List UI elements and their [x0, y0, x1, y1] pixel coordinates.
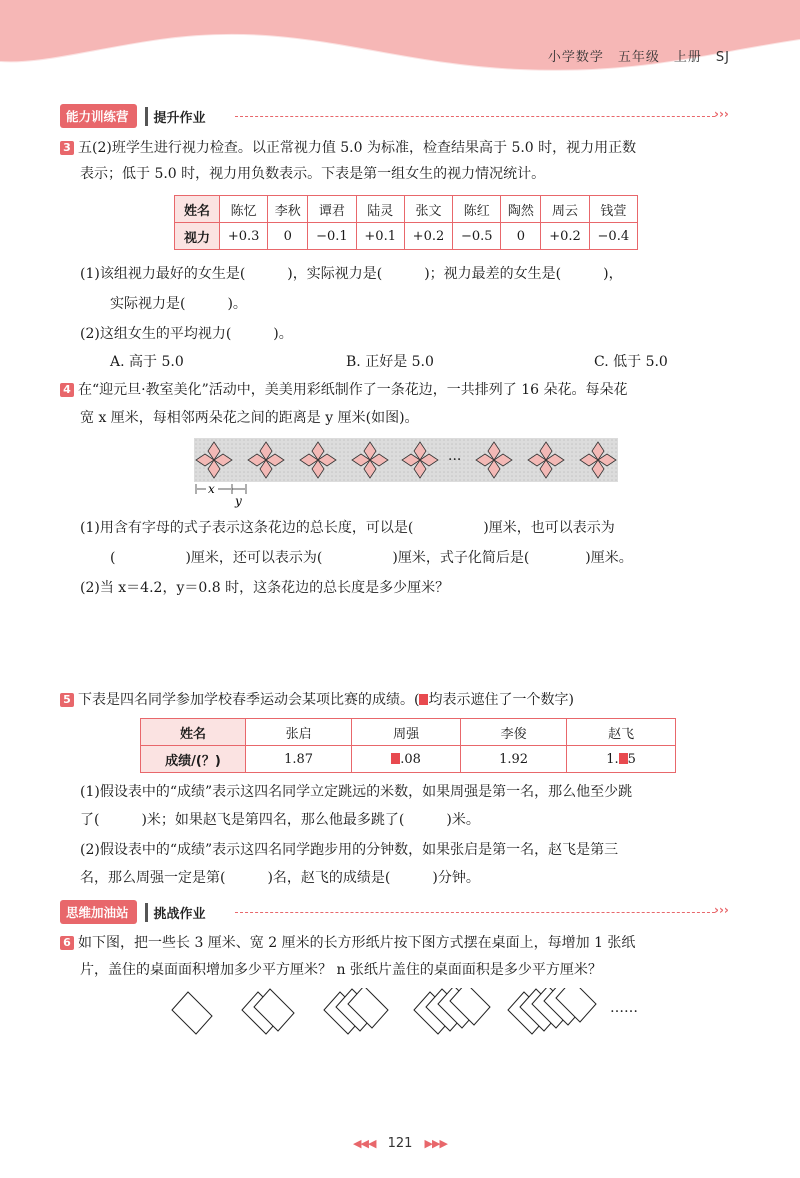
q3-part2: (2)这组女生的平均视力( )。 [80, 326, 293, 342]
section-subtitle: 提升作业 [145, 107, 206, 126]
q3-part1-line2: 实际视力是( )。 [110, 296, 247, 312]
vision-table [174, 195, 638, 250]
flower-strip-figure [194, 438, 618, 508]
sequence-ellipsis: …… [610, 1000, 638, 1016]
q4-line-2: 宽 x 厘米，每相邻两朵花之间的距离是 y 厘米(如图)。 [80, 410, 419, 426]
q3-line-2: 表示；低于 5.0 时，视力用负数表示。下表是第一组女生的视力情况统计。 [80, 166, 546, 182]
triangle-right-icon: ▶▶▶ [424, 1137, 447, 1150]
page-footer [0, 1136, 800, 1151]
score-table [140, 718, 676, 773]
q6-line-2: 片，盖住的桌面面积增加多少平方厘米？ n 张纸片盖住的桌面面积是多少平方厘米？ [80, 962, 602, 978]
option-c: C. 低于 5.0 [594, 354, 668, 370]
table-row: 成绩/(？) 1.87 .08 1.92 1. 5 [141, 746, 676, 773]
q5-intro: 5 下表是四名同学参加学校春季运动会某项比赛的成绩。( 均表示遮住了一个数字) [60, 690, 574, 710]
question-number: 6 [60, 936, 74, 950]
option-a: A. 高于 5.0 [110, 354, 184, 370]
header-volume: 上册 [673, 50, 702, 65]
section-tag: 思维加油站 [60, 900, 137, 924]
masked-score: .08 [352, 746, 461, 773]
header-edition: SJ [715, 50, 730, 65]
q4-part1-line2: ( )厘米，还可以表示为( )厘米，式子化简后是( )厘米。 [110, 550, 633, 566]
q6-line-1: 6 如下图，把一些长 3 厘米、宽 2 厘米的长方形纸片按下图方式摆在桌面上，每增加 1 张纸 [60, 933, 635, 953]
question-number: 3 [60, 141, 74, 155]
section-banner-2 [60, 901, 206, 923]
option-b: B. 正好是 5.0 [346, 354, 434, 370]
mask-square-icon [391, 753, 400, 764]
section-tag: 能力训练营 [60, 104, 137, 128]
section-banner-1 [60, 105, 206, 127]
q4-part2: (2)当 x＝4.2，y＝0.8 时，这条花边的总长度是多少厘米？ [80, 580, 450, 596]
q5-part2-line1: (2)假设表中的“成绩”表示这四名同学跑步用的分钟数，如果张启是第一名，赵飞是第三 [80, 842, 619, 858]
table-row: 姓名 张启 周强 李俊 赵飞 [141, 719, 676, 746]
strip-ellipsis: ··· [448, 452, 462, 468]
q5-part2-line2: 名，那么周强一定是第( )名，赵飞的成绩是( )分钟。 [80, 870, 480, 886]
question-number: 5 [60, 693, 74, 707]
chevron-right-icon: ››› [714, 107, 729, 121]
q5-part1-line1: (1)假设表中的“成绩”表示这四名同学立定跳远的米数，如果周强是第一名，那么他至少跳 [80, 784, 633, 800]
label-x: x [208, 482, 215, 496]
q3-part1-line1: (1)该组视力最好的女生是( )，实际视力是( )；视力最差的女生是( )， [80, 266, 623, 282]
triangle-left-icon: ◀◀◀ [353, 1137, 376, 1150]
q4-part1-line1: (1)用含有字母的式子表示这条花边的总长度，可以是( )厘米，也可以表示为 [80, 520, 615, 536]
paper-sequence-figure [168, 988, 668, 1038]
q4-line-1: 4 在“迎元旦·教室美化”活动中，美美用彩纸制作了一条花边，一共排列了 16 朵花。每朵花 [60, 380, 627, 400]
masked-score: 1. 5 [567, 746, 676, 773]
table-row: 视力 +0.3 0 −0.1 +0.1 +0.2 −0.5 0 +0.2 −0.4 [175, 223, 638, 250]
q5-part1-line2: 了( )米；如果赵飞是第四名，那么他最多跳了( )米。 [80, 812, 480, 828]
question-number: 4 [60, 383, 74, 397]
section-subtitle: 挑战作业 [145, 903, 206, 922]
page-number: 121 [387, 1136, 413, 1151]
table-row: 姓名 陈忆 李秋 谭君 陆灵 张文 陈红 陶然 周云 钱萱 [175, 196, 638, 223]
header-subject: 小学数学 [547, 50, 604, 65]
q3-line-1: 3 五(2)班学生进行视力检查。以正常视力值 5.0 为标准，检查结果高于 5.0 时，视力用正数 [60, 138, 636, 158]
paper-rect [172, 992, 212, 1034]
section-divider [235, 116, 715, 117]
label-y: y [235, 494, 242, 508]
header-wave [0, 0, 800, 90]
header-grade: 五年级 [617, 50, 660, 65]
mask-square-icon [619, 753, 628, 764]
section-divider [235, 912, 715, 913]
chevron-right-icon: ››› [714, 903, 729, 917]
header-info [534, 46, 730, 65]
